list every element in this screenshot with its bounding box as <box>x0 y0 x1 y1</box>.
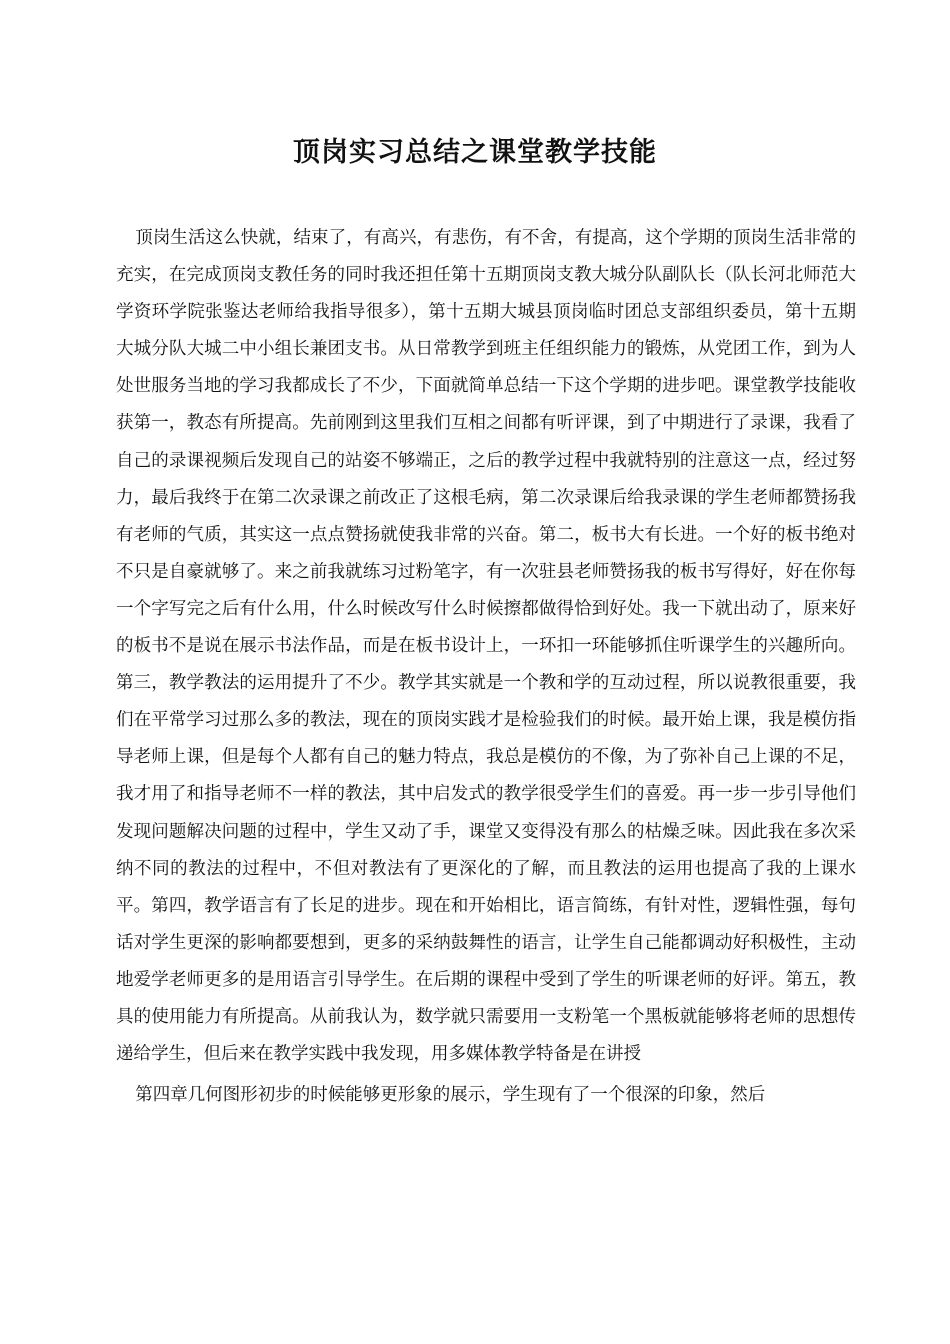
body-paragraph-2: 第四章几何图形初步的时候能够更形象的展示，学生现有了一个很深的印象，然后 <box>135 1085 766 1106</box>
document-title: 顶岗实习总结之课堂教学技能 <box>293 137 657 168</box>
body-paragraph-1: 顶岗生活这么快就，结束了，有高兴，有悲伤，有不舍，有提高，这个学期的顶岗生活非常的充实，在完成顶岗支教任务的同时我还担任第十五期顶岗支教大城分队副队长（队长河北师范大学资环学院张鉴达老师给我指导很多），第十五期大城县顶岗临时团总支部组织委员，第十五期大城分队大城二中小组长兼团支书。从日常教学到班主任组织能力的锻炼，从党团工作，到为人处世服务当地的学习我都成长了不少，下面就简单总结一下这个学期的进步吧。课堂教学技能收获第一，教态有所提高。先前刚到这里我们互相之间都有听评课，到了中期进行了录课，我看了自己的录课视频后发现自己的站姿不够端正，之后的教学过程中我就特别的注意这一点，经过努力，最后我终于在第二次录课之前改正了这根毛病，第二次录课后给我录课的学生老师都赞扬我有老师的气质，其实这一点点赞扬就使我非常的兴奋。第二，板书大有长进。一个好的板书绝对不只是自豪就够了。来之前我就练习过粉笔字，有一次驻县老师赞扬我的板书写得好，好在你每一个字写完之后有什么用，什么时候改写什么时候擦都做得恰到好处。我一下就出动了，原来好的板书不是说在展示书法作品，而是在板书设计上，一环扣一环能够抓住听课学生的兴趣所向。第三，教学教法的运用提升了不少。教学其实就是一个教和学的互动过程，所以说教很重要，我们在平常学习过那么多的教法，现在的顶岗实践才是检验我们的时候。最开始上课，我是模仿指导老师上课，但是每个人都有自己的魅力特点，我总是模仿的不像，为了弥补自己上课的不足，我才用了和指导老师不一样的教法，其中启发式的教学很受学生们的喜爱。再一步一步引导他们发现问题解决问题的过程中，学生又动了手，课堂又变得没有那么的枯燥乏味。因此我在多次采纳不同的教法的过程中，不但对教法有了更深化的了解，而且教法的运用也提高了我的上课水平。第四，教学语言有了长足的进步。现在和开始相比，语言简练，有针对性，逻辑性强，每句话对学生更深的影响都要想到，更多的采纳鼓舞性的语言，让学生自己能都调动好积极性，主动地爱学老师更多的是用语言引导学生。在后期的课程中受到了学生的听课老师的好评。第五，教具的使用能力有所提高。从前我认为，数学就只需要用一支粉笔一个黑板就能够将老师的思想传递给学生，但后来在教学实践中我发现，用多媒体教学特备是在讲授 <box>116 228 856 1065</box>
document-body <box>116 220 856 1114</box>
